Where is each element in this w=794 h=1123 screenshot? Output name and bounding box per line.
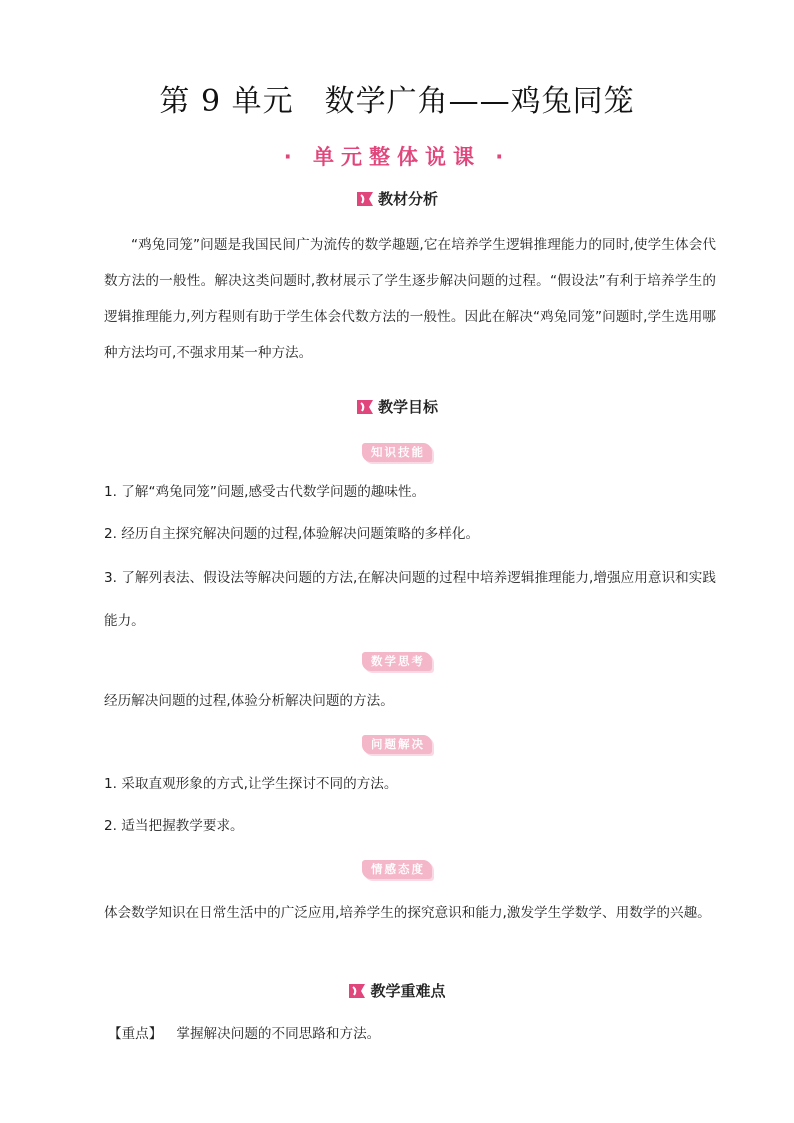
page-subtitle: · 单元整体说课 · bbox=[283, 145, 511, 169]
keypoint-line bbox=[108, 1024, 720, 1044]
page-title: 第 9 单元 数学广角——鸡兔同笼 bbox=[159, 84, 635, 119]
knowledge-item: 1. 了解“鸡兔同笼”问题,感受古代数学问题的趣味性。 bbox=[104, 484, 426, 500]
tag-thinking: 数学思考 bbox=[0, 650, 794, 670]
problem-item: 2. 适当把握教学要求。 bbox=[104, 818, 244, 834]
keypoint-text: 掌握解决问题的不同思路和方法。 bbox=[176, 1026, 381, 1042]
thinking-text: 经历解决问题的过程,体验分析解决问题的方法。 bbox=[104, 693, 394, 709]
pink-flag-icon bbox=[356, 191, 374, 207]
knowledge-item: 2. 经历自主探究解决问题的过程,体验解决问题策略的多样化。 bbox=[104, 526, 480, 542]
tag-knowledge: 知识技能 bbox=[0, 441, 794, 461]
section-heading-label: 教学目标 bbox=[377, 398, 438, 416]
problem-item: 1. 采取直观形象的方式,让学生探讨不同的方法。 bbox=[104, 776, 398, 792]
material-paragraph: “鸡兔同笼”问题是我国民间广为流传的数学趣题,它在培养学生逻辑推理能力的同时,使学生体会代数方法的一般性。解决这类问题时,教材展示了学生逐步解决问题的过程。“假设法”有利于培养学生的逻辑推理能力,列方程则有助于学生体会代数方法的一般性。因此在解决“鸡兔同笼”问题时,学生选用哪种方法均可,不强求用某一种方法。 bbox=[104, 237, 716, 361]
keypoint-label: 【重点】 bbox=[108, 1026, 163, 1042]
pink-flag-icon bbox=[356, 399, 374, 415]
section-heading-goals bbox=[0, 396, 794, 418]
section-heading-label: 教材分析 bbox=[377, 190, 438, 208]
section-heading-label: 教学重难点 bbox=[370, 982, 446, 1000]
section-heading-material bbox=[0, 188, 794, 210]
tag-problem: 问题解决 bbox=[0, 733, 794, 753]
tag-attitude: 情感态度 bbox=[0, 858, 794, 878]
section-heading-keypoints bbox=[0, 980, 794, 1002]
pink-flag-icon bbox=[348, 983, 366, 999]
knowledge-item: 3. 了解列表法、假设法等解决问题的方法,在解决问题的过程中培养逻辑推理能力,增强应用意识和实践能力。 bbox=[104, 570, 716, 629]
attitude-text: 体会数学知识在日常生活中的广泛应用,培养学生的探究意识和能力,激发学生学数学、用数学的兴趣。 bbox=[104, 905, 711, 921]
